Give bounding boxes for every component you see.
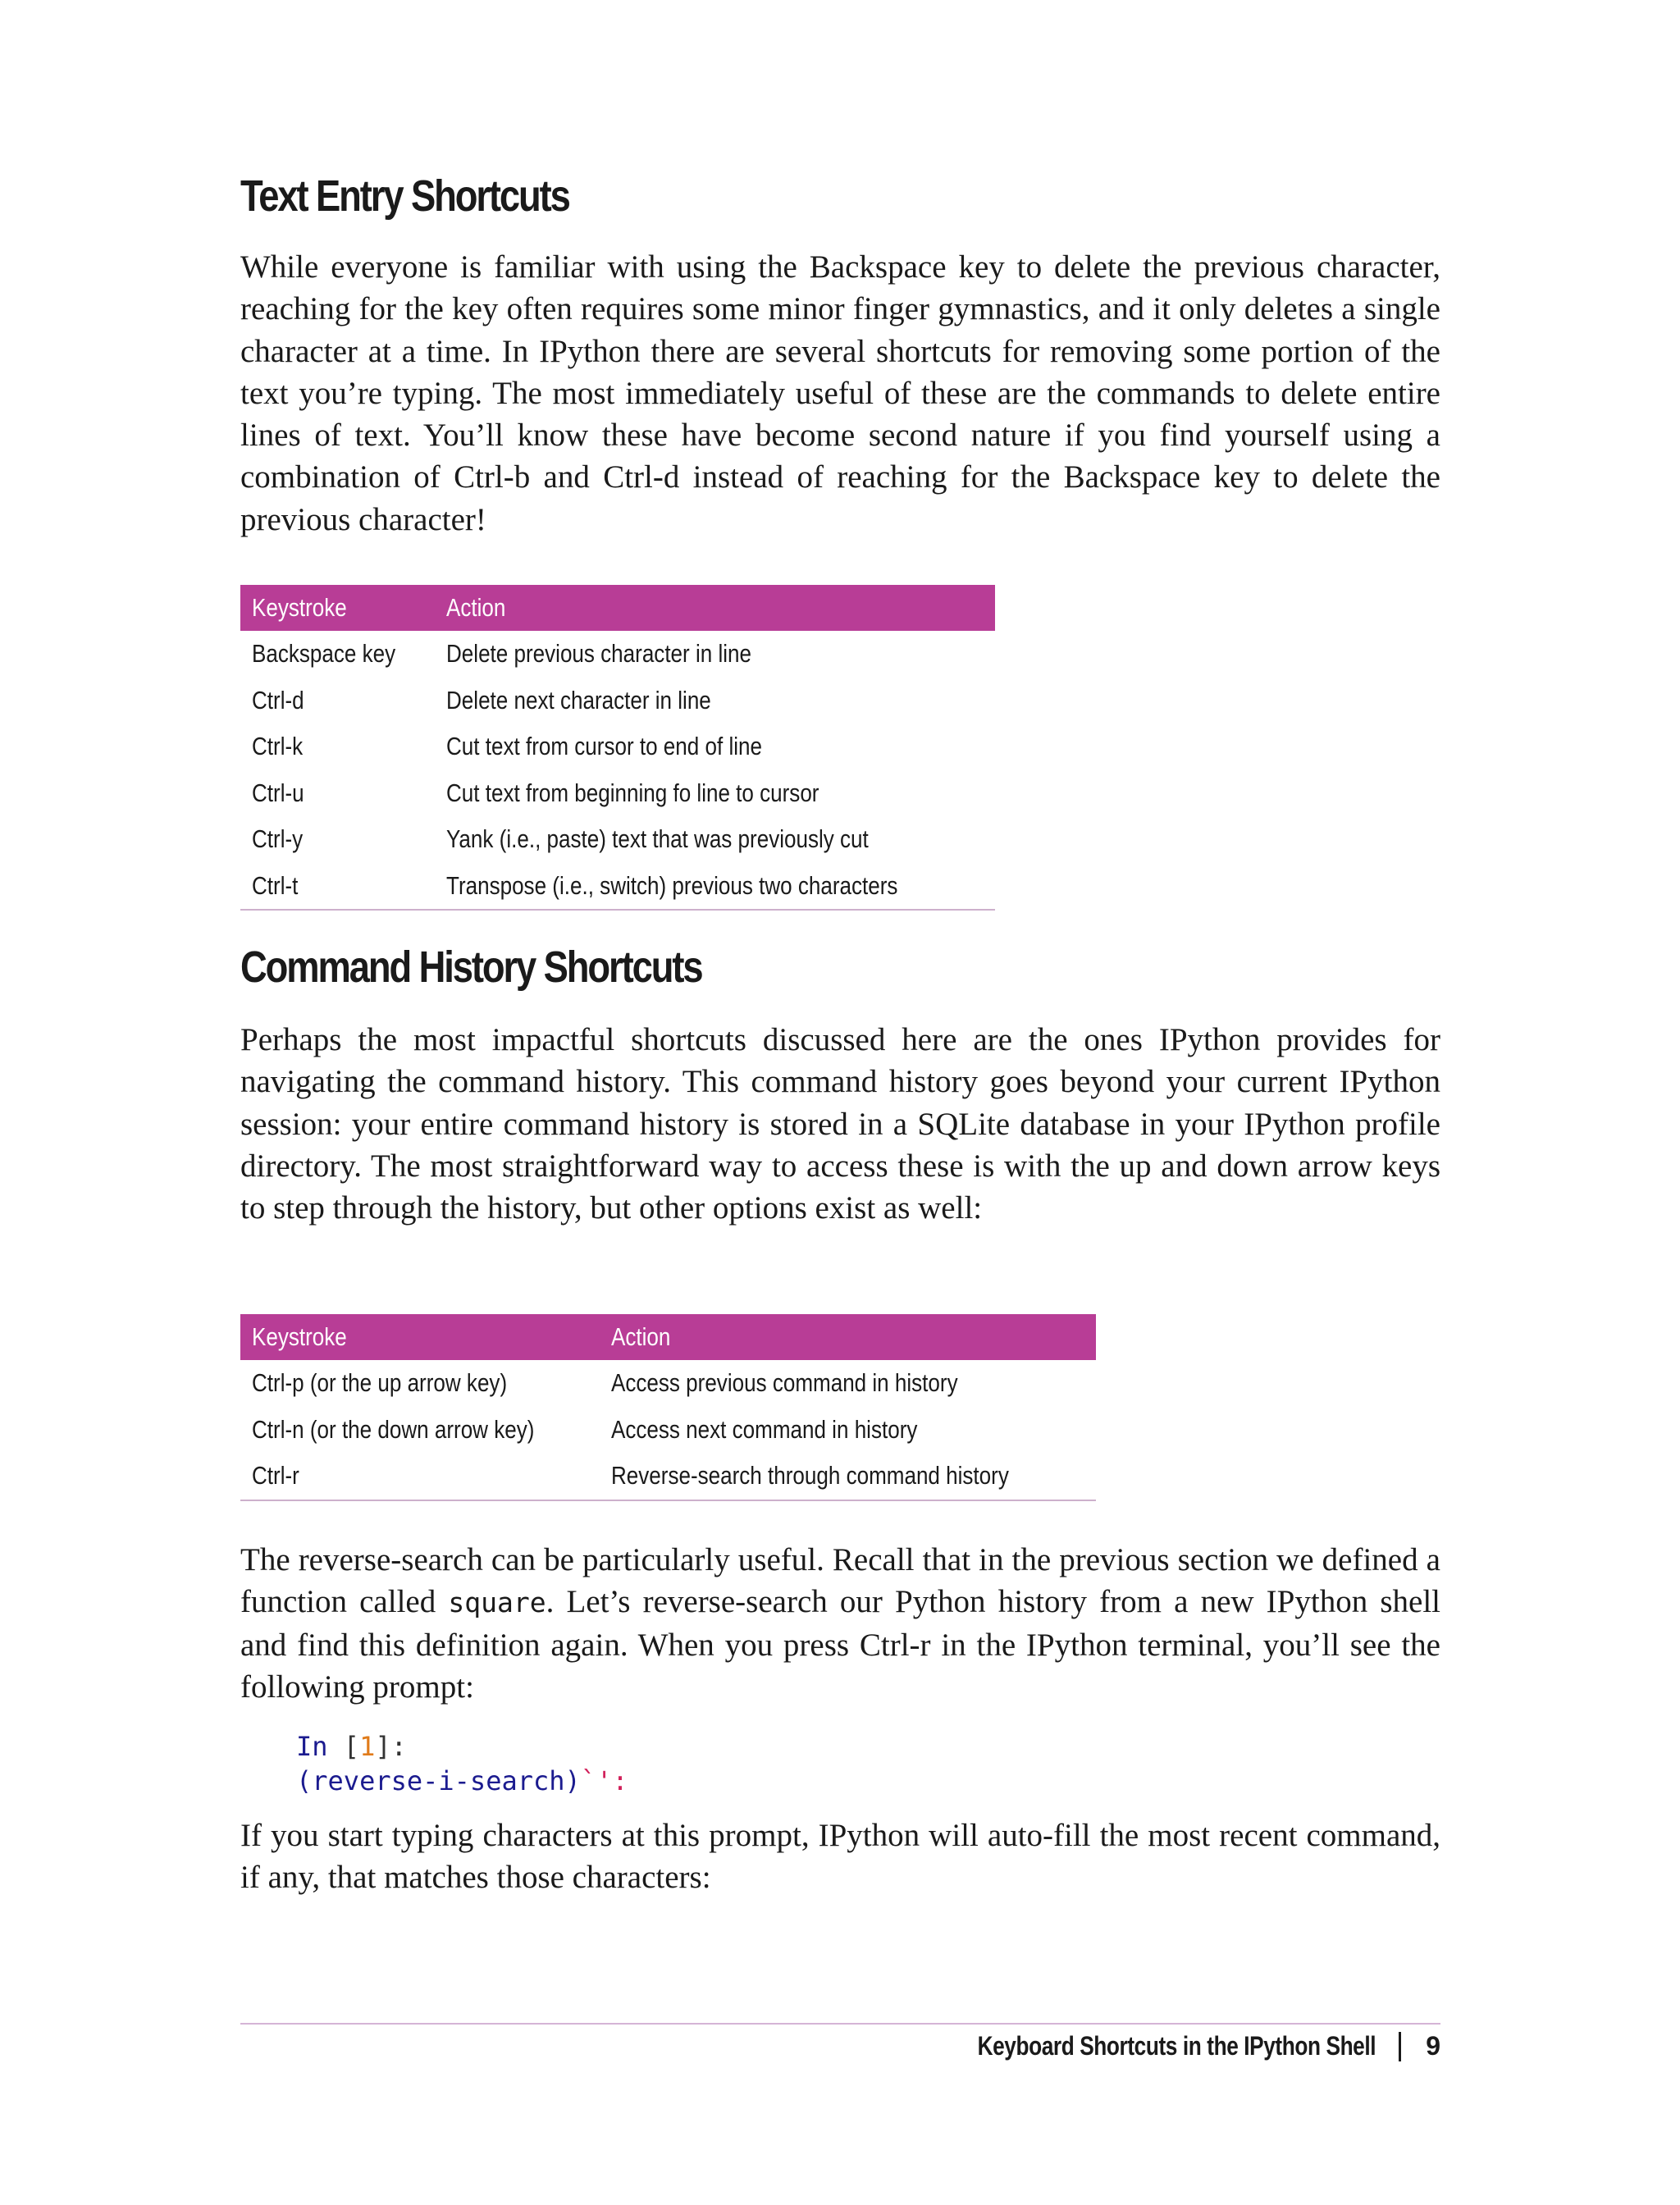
footer-separator bbox=[1399, 2032, 1401, 2061]
footer-rule bbox=[240, 2023, 1440, 2025]
keystroke-cell: Ctrl-u bbox=[252, 778, 304, 807]
table-row bbox=[240, 770, 995, 817]
paragraph-auto-fill: If you start typing characters at this prompt, IPython will auto-fill the most recent command, if any, that matches those characters: bbox=[240, 1818, 1440, 1896]
paragraph-text: The reverse-search can be particularly useful. Recall that in the previous section we defined a function called bbox=[240, 1542, 1440, 1620]
action-cell: Delete next character in line bbox=[445, 685, 711, 714]
paragraph-reverse-search bbox=[240, 1539, 1440, 1708]
column-header-action: Action bbox=[435, 585, 995, 631]
table-row bbox=[240, 863, 995, 911]
action-cell: Reverse-search through command history bbox=[611, 1461, 1009, 1491]
action-cell: Yank (i.e., paste) text that was previously cut bbox=[445, 824, 869, 854]
action-cell: Transpose (i.e., switch) previous two characters bbox=[445, 870, 897, 900]
section-heading-text-entry: Text Entry Shortcuts bbox=[240, 171, 569, 221]
text-entry-shortcuts-table bbox=[240, 585, 995, 911]
code-bracket: [ bbox=[343, 1731, 360, 1762]
action-cell: Access previous command in history bbox=[611, 1368, 958, 1398]
paragraph-text-entry: While everyone is familiar with using the Backspace key to delete the previous character, reaching for the key often requires some minor finger gymnastics, and it only deletes a single character at a time. In IPython there are several shortcuts for removing some portion of the text you’re typing. The most immediately useful of these are the commands to delete entire lines of text. You’ll know these have become second nature if you find yourself using a combination of Ctrl-b and Ctrl-d instead of reaching for the Backspace key to delete the previous character! bbox=[240, 249, 1440, 537]
table-row bbox=[240, 1453, 1096, 1500]
code-bracket: ]: bbox=[375, 1731, 407, 1762]
column-header-keystroke: Keystroke bbox=[240, 585, 435, 631]
table-row bbox=[240, 631, 995, 678]
inline-code-square: square bbox=[448, 1586, 546, 1619]
code-in-number: 1 bbox=[359, 1731, 376, 1762]
keystroke-cell: Backspace key bbox=[252, 639, 396, 669]
keystroke-cell: Ctrl-n (or the down arrow key) bbox=[252, 1414, 535, 1444]
command-history-shortcuts-table bbox=[240, 1314, 1096, 1501]
table-header-row bbox=[240, 585, 995, 631]
action-cell: Cut text from beginning fo line to cursor bbox=[445, 778, 819, 807]
code-search-prefix: (reverse-i-search) bbox=[296, 1765, 581, 1796]
action-cell: Cut text from cursor to end of line bbox=[445, 732, 762, 761]
code-in-label: In bbox=[296, 1731, 328, 1762]
table-row bbox=[240, 1360, 1096, 1407]
code-block-prompt bbox=[296, 1729, 628, 1798]
table-row bbox=[240, 724, 995, 770]
keystroke-cell: Ctrl-d bbox=[252, 685, 304, 714]
table-row bbox=[240, 678, 995, 724]
page-number: 9 bbox=[1426, 2031, 1440, 2061]
keystroke-cell: Ctrl-r bbox=[252, 1461, 299, 1491]
table-row bbox=[240, 1407, 1096, 1454]
keystroke-cell: Ctrl-t bbox=[252, 870, 299, 900]
table-row bbox=[240, 816, 995, 863]
paragraph-command-history: Perhaps the most impactful shortcuts discussed here are the ones IPython provides for navigating the command history. This command history goes beyond your current IPython session: your entire command history is stored in a SQLite database in your IPython profile directory. The most straightforward way to access these is with the up and down arrow keys to step through the history, but other options exist as well: bbox=[240, 1022, 1440, 1226]
action-cell: Access next command in history bbox=[611, 1414, 918, 1444]
keystroke-cell: Ctrl-k bbox=[252, 732, 304, 761]
running-title: Keyboard Shortcuts in the IPython Shell bbox=[977, 2031, 1376, 2061]
column-header-keystroke: Keystroke bbox=[240, 1314, 600, 1360]
page-footer bbox=[890, 2031, 1440, 2061]
code-search-string: `': bbox=[580, 1765, 628, 1796]
action-cell: Delete previous character in line bbox=[445, 639, 751, 669]
column-header-action: Action bbox=[600, 1314, 1096, 1360]
keystroke-cell: Ctrl-p (or the up arrow key) bbox=[252, 1368, 508, 1398]
section-heading-command-history: Command History Shortcuts bbox=[240, 943, 702, 992]
keystroke-cell: Ctrl-y bbox=[252, 824, 304, 854]
table-header-row bbox=[240, 1314, 1096, 1360]
paragraph-text: . Let’s reverse-search our Python history from a new IPython shell and find this definition again. When you press Ctrl-r in the IPython terminal, you’ll see the following prompt: bbox=[240, 1584, 1440, 1705]
